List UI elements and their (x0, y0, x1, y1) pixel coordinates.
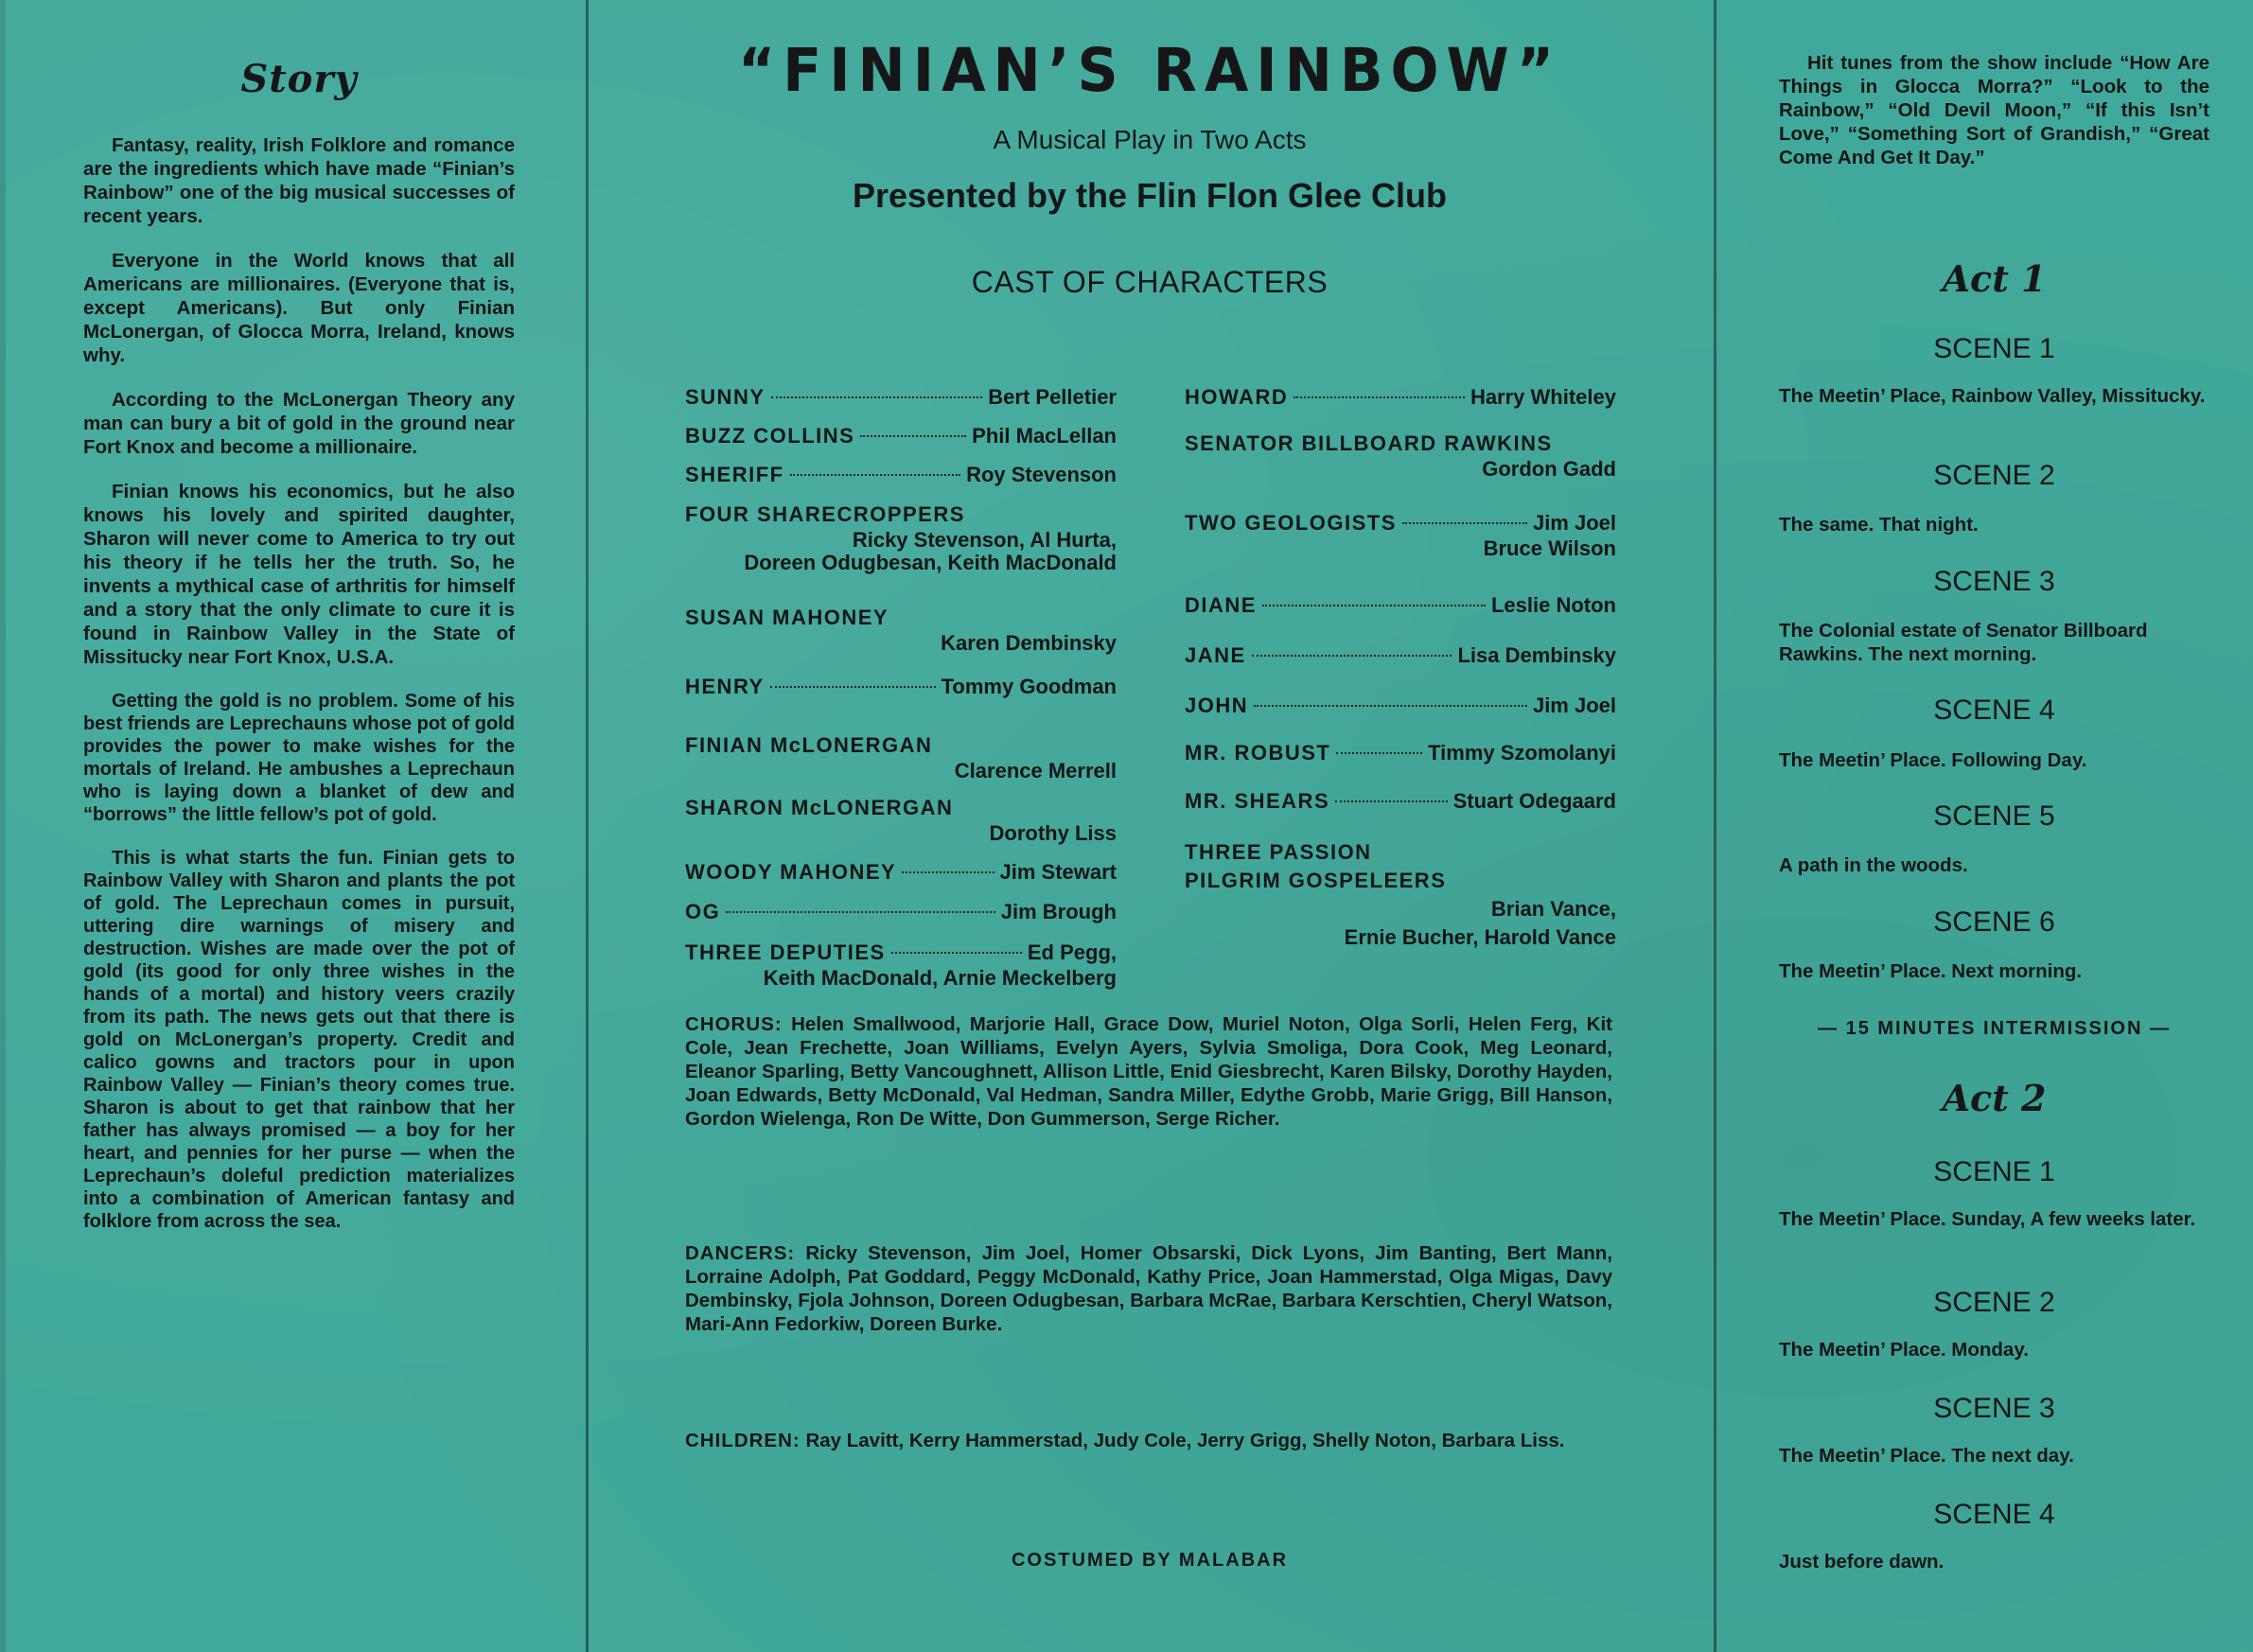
cast-role: HOWARD (1185, 385, 1289, 409)
presenter-line: Presented by the Flin Flon Glee Club (852, 176, 1448, 215)
act1-scene-2-title: SCENE 2 (1933, 460, 2055, 491)
dancers-names: Ricky Stevenson, Jim Joel, Homer Obsarski, Dick Lyons, Jim Banting, Bert Mann, Lorraine Adolph, Pat Goddard, Peggy McDonald, Kathy Price, Joan Hammerstad, Olga Migas, Davy Dembinsky, Fjola Johnson, Doreen Odugbesan, Barbara McRae, Barbara Kerschtien, Cheryl Watson, Mari-Ann Fedorkiw, Doreen Burke. (685, 1242, 1612, 1335)
cast-entry (1185, 591, 1616, 620)
leader-dots (770, 686, 936, 688)
leader-dots (1254, 705, 1527, 707)
cast-role: HENRY (685, 675, 765, 698)
cast-actor: Jim Stewart (999, 860, 1117, 884)
costume-credit: COSTUMED BY MALABAR (1011, 1550, 1289, 1571)
show-subtitle: A Musical Play in Two Acts (993, 125, 1307, 154)
hit-tunes: Hit tunes from the show include “How Are Things in Glocca Morra?” “Look to the Rainbow,” “Old Devil Moon,” “If this Isn’t Love,” “Something Sort of Grandish,” “Great Come And Get It Day.” (1779, 52, 2209, 168)
cast-actor: Keith MacDonald, Arnie Meckelberg (763, 966, 1117, 990)
cast-actor: Clarence Merrell (954, 759, 1117, 782)
leader-dots (1336, 752, 1422, 754)
chorus-label: CHORUS: (685, 1013, 783, 1035)
fold-line-left (586, 0, 589, 1652)
cast-entry (1185, 739, 1616, 767)
cast-entry (685, 501, 1117, 574)
act1-scene-1-desc: The Meetin’ Place, Rainbow Valley, Missitucky. (1779, 385, 2206, 407)
cast-role: OG (685, 900, 721, 923)
leader-dots (1252, 655, 1452, 657)
story-paragraph-5: Getting the gold is no problem. Some of his best friends are Leprechauns whose pot of gold provides the power to make wishes for the mortals of Ireland. He ambushes a Leprechaun who is laying down a blanket of dew and “borrows” the little fellow’s pot of gold. (83, 691, 515, 825)
act1-scene-1-title: SCENE 1 (1933, 333, 2055, 364)
cast-entry (1185, 787, 1616, 816)
act1-scene-2-desc: The same. That night. (1779, 514, 1979, 536)
cast-entry (1185, 509, 1616, 560)
act2-scene-2-title: SCENE 2 (1933, 1287, 2055, 1318)
cast-actor: Lisa Dembinsky (1457, 643, 1616, 667)
act1-scene-3-title: SCENE 3 (1933, 566, 2055, 597)
leader-dots (1402, 522, 1527, 524)
cast-actor: Leslie Noton (1490, 593, 1616, 617)
cast-actor: Tommy Goodman (941, 675, 1117, 698)
cast-role: THREE PASSION (1185, 840, 1372, 864)
cast-actor: Roy Stevenson (966, 463, 1117, 486)
cast-role: SUNNY (685, 385, 766, 409)
act2-scene-2-desc: The Meetin’ Place. Monday. (1779, 1339, 2029, 1361)
cast-actor: Brian Vance, (1490, 897, 1616, 921)
act1-scene-3-desc: The Colonial estate of Senator Billboard Rawkins. The next morning. (1779, 620, 2148, 665)
cast-actor: Doreen Odugbesan, Keith MacDonald (744, 551, 1117, 574)
story-title: Story (240, 57, 358, 101)
act-1-title: Act 1 (1942, 257, 2047, 300)
story-paragraph-6: This is what starts the fun. Finian gets to Rainbow Valley with Sharon and plants the pot of gold. The Leprechaun comes in pursuit, uttering dire warnings of misery and destruction. Wishes are made over the pot of gold (its good for only three wishes in the hands of a mortal) and history veers crazily from its path. The news gets out that there is gold on McLonergan’s property. Credit and calico gowns and tractors pour in upon Rainbow Valley — Finian’s theory comes true. Sharon is about to get that rainbow that her father has always promised — a boy for her heart, and pennies for her purse — when the Leprechaun’s doleful prediction materializes into a combination of American fantasy and folklore from across the sea. (83, 848, 515, 1232)
cast-actor: Harry Whiteley (1470, 385, 1616, 409)
cast-role: PILGRIM GOSPELEERS (1185, 869, 1447, 892)
cast-actor: Timmy Szomolanyi (1428, 741, 1616, 764)
cast-role: SUSAN MAHONEY (685, 606, 889, 629)
cast-actor: Jim Brough (1000, 900, 1117, 923)
act1-scene-5-title: SCENE 5 (1933, 800, 2055, 832)
cast-role: FOUR SHARECROPPERS (685, 502, 965, 526)
dancers-label: DANCERS: (685, 1242, 796, 1264)
cast-actor: Ernie Bucher, Harold Vance (1344, 925, 1616, 949)
act1-scene-6-desc: The Meetin’ Place. Next morning. (1779, 960, 2083, 982)
cast-entry (1185, 692, 1616, 720)
act2-scene-4-desc: Just before dawn. (1779, 1551, 1945, 1573)
cast-role: WOODY MAHONEY (685, 860, 897, 884)
leader-dots (726, 911, 995, 913)
cast-entry (685, 898, 1117, 926)
dancers-block (685, 1241, 1612, 1336)
act-2-title: Act 2 (1942, 1077, 2047, 1119)
cast-actor: Karen Dembinsky (941, 631, 1117, 655)
chorus-names: Helen Smallwood, Marjorie Hall, Grace Dow, Muriel Noton, Olga Sorli, Helen Ferg, Kit Cole, Jean Frechette, Joan Williams, Evelyn Ayers, Sylvia Smoliga, Dora Cook, Meg Leonard, Eleanor Sparling, Betty Vancoughnett, Allison Little, Enid Giesbrecht, Karen Bilsky, Dorothy Hayden, Joan Edwards, Betty McDonald, Val Hedman, Sandra Miller, Edythe Grobb, Marie Grigg, Bill Hanson, Gordon Wielenga, Ron De Witte, Don Gummerson, Serge Richer. (685, 1013, 1612, 1130)
cast-actor: Jim Joel (1532, 511, 1616, 535)
leader-dots (891, 952, 1022, 954)
cast-actor: Bert Pelletier (988, 385, 1117, 409)
cast-entry (685, 858, 1117, 887)
cast-role: SHERIFF (685, 463, 784, 486)
act1-scene-5-desc: A path in the woods. (1779, 854, 1968, 876)
cast-entry (685, 422, 1117, 450)
children-names: Ray Lavitt, Kerry Hammerstad, Judy Cole, Jerry Grigg, Shelly Noton, Barbara Liss. (805, 1430, 1565, 1451)
cast-role: THREE DEPUTIES (685, 940, 886, 964)
cast-entry (1185, 641, 1616, 670)
act2-scene-3-title: SCENE 3 (1933, 1393, 2055, 1424)
fold-line-right (1714, 0, 1716, 1652)
paper-edge (0, 0, 6, 1652)
act2-scene-3-desc: The Meetin’ Place. The next day. (1779, 1445, 2074, 1467)
cast-actor: Jim Joel (1532, 694, 1616, 717)
cast-role: DIANE (1185, 593, 1257, 617)
cast-entry (685, 604, 1117, 655)
cast-entry (685, 794, 1117, 845)
cast-role: JOHN (1185, 694, 1249, 717)
cast-actor: Ricky Stevenson, Al Hurta, (852, 528, 1117, 552)
leader-dots (1262, 605, 1486, 606)
act1-scene-4-desc: The Meetin’ Place. Following Day. (1779, 749, 2087, 771)
cast-role: TWO GEOLOGISTS (1185, 511, 1397, 535)
chorus-block (685, 1012, 1612, 1131)
center-column (625, 36, 1675, 1571)
cast-role: SENATOR BILLBOARD RAWKINS (1185, 431, 1553, 455)
cast-role: BUZZ COLLINS (685, 424, 855, 448)
leader-dots (1335, 800, 1448, 802)
story-column (83, 57, 515, 1254)
story-paragraph-1: Fantasy, reality, Irish Folklore and romance are the ingredients which have made “Finian’s Rainbow” one of the big musical successes of recent years. (83, 134, 515, 227)
cast-role: MR. SHEARS (1185, 789, 1330, 813)
cast-actor: Stuart Odegaard (1452, 789, 1616, 813)
cast-role: SHARON McLONERGAN (685, 796, 954, 819)
cast-heading: CAST OF CHARACTERS (971, 265, 1329, 299)
act2-scene-4-title: SCENE 4 (1933, 1499, 2055, 1530)
cast-actor: Gordon Gadd (1482, 457, 1616, 481)
act1-scene-4-title: SCENE 4 (1933, 694, 2055, 726)
story-text (83, 133, 515, 1233)
act2-scene-1-desc: The Meetin’ Place. Sunday, A few weeks later. (1779, 1208, 2196, 1230)
cast-entry (685, 383, 1117, 412)
cast-entry (1185, 838, 1616, 952)
cast-actor: Dorothy Liss (989, 821, 1117, 845)
show-title: “FINIAN’S RAINBOW” (737, 36, 1562, 106)
act1-scene-6-title: SCENE 6 (1933, 906, 2055, 938)
children-label: CHILDREN: (685, 1430, 801, 1451)
cast-role: FINIAN McLONERGAN (685, 733, 933, 757)
story-paragraph-3: According to the McLonergan Theory any man can bury a bit of gold in the ground near Fort Knox and become a millionaire. (83, 389, 515, 458)
cast-entry (1185, 430, 1616, 481)
story-paragraph-4: Finian knows his economics, but he also knows his lovely and spirited daughter, Sharon will never come to America to try out his theory if he tells her the truth. So, he invents a mythical case of arthritis for himself and a story that the only climate to cure it is found in Rainbow Valley in the State of Missitucky near Fort Knox, U.S.A. (83, 481, 515, 668)
leader-dots (1294, 396, 1465, 398)
leader-dots (860, 435, 966, 437)
leader-dots (790, 474, 960, 476)
cast-actor: Phil MacLellan (972, 424, 1117, 448)
cast-entry (1185, 383, 1616, 412)
cast-entry (685, 673, 1117, 701)
cast-entry (685, 461, 1117, 489)
act2-scene-1-title: SCENE 1 (1933, 1156, 2055, 1187)
intermission-note: — 15 MINUTES INTERMISSION — (1818, 1018, 2171, 1039)
cast-entry (685, 731, 1117, 782)
cast-entry (685, 939, 1117, 990)
story-paragraph-2: Everyone in the World knows that all Americans are millionaires. (Everyone that is, except Americans). But only Finian McLonergan, of Glocca Morra, Ireland, knows why. (83, 250, 515, 366)
leader-dots (902, 871, 994, 873)
cast-role: MR. ROBUST (1185, 741, 1331, 764)
cast-role: JANE (1185, 643, 1246, 667)
leader-dots (771, 396, 983, 398)
cast-actor: Bruce Wilson (1483, 536, 1616, 560)
cast-actor: Ed Pegg, (1027, 940, 1117, 964)
children-block (685, 1429, 1612, 1452)
